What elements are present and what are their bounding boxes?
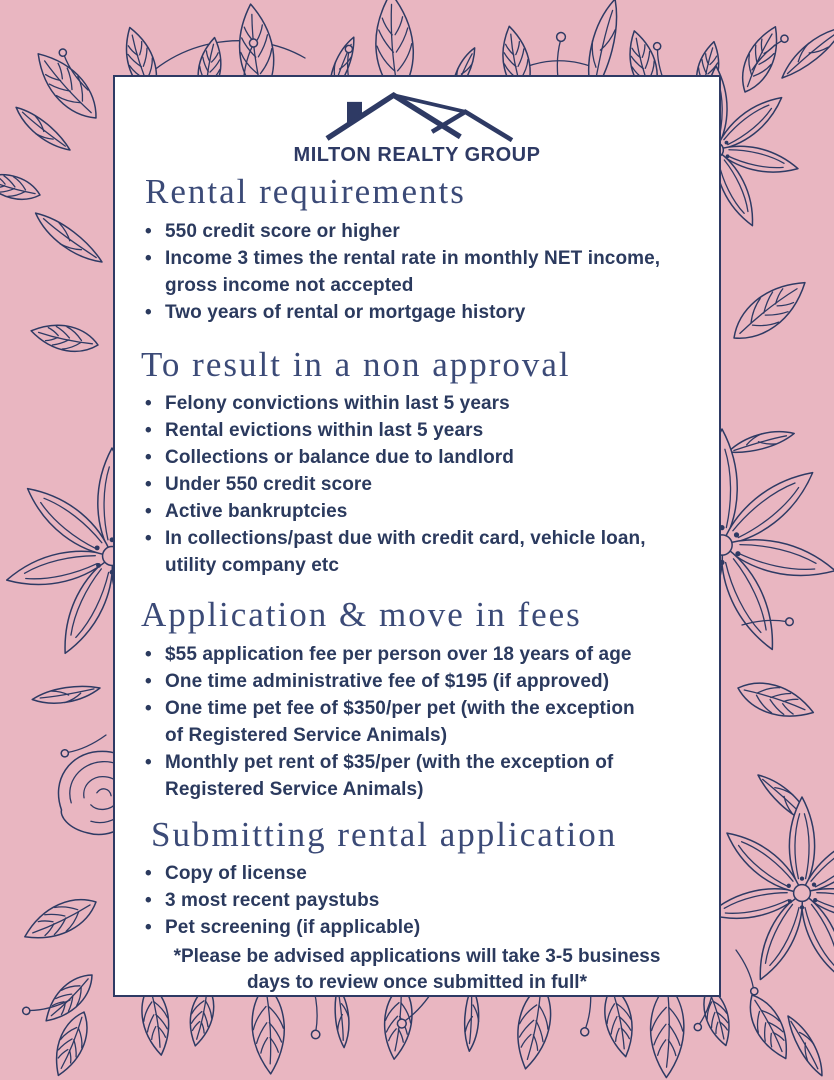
bullet-item xyxy=(139,695,695,749)
section-non-approval xyxy=(139,342,695,580)
bullet-line: • Collections or balance due to landlord xyxy=(165,447,515,468)
bullet-line: • Under 550 credit score xyxy=(165,474,373,495)
bullet-list xyxy=(139,390,695,579)
footer-note-line: *Please be advised applications will take 3-5 business xyxy=(173,946,661,967)
bullet-line: • Felony convictions within last 5 years xyxy=(165,393,510,414)
bullet-line: • 3 most recent paystubs xyxy=(165,890,380,911)
bullet-line: • One time administrative fee of $195 (if approved) xyxy=(165,670,610,692)
bullet-line: • Active bankruptcies xyxy=(165,501,348,522)
section-application-fees xyxy=(139,592,695,803)
bullet-item xyxy=(139,390,695,417)
bullet-item xyxy=(139,299,695,326)
bullet-list xyxy=(139,218,695,326)
bullet-item xyxy=(139,887,695,914)
bullet-item xyxy=(139,914,695,941)
bullet-list xyxy=(139,641,695,803)
section-heading: Submitting rental application xyxy=(151,814,618,854)
bullet-line: utility company etc xyxy=(165,555,339,576)
bullet-line: • Income 3 times the rental rate in monthly NET income, xyxy=(165,247,661,269)
section-submitting-application xyxy=(139,812,695,942)
bullet-item xyxy=(139,444,695,471)
bullet-line: • In collections/past due with credit card, vehicle loan, xyxy=(165,528,646,549)
section-heading: To result in a non approval xyxy=(141,344,571,384)
bullet-item xyxy=(139,218,695,245)
bullet-item xyxy=(139,471,695,498)
bullet-line: • Rental evictions within last 5 years xyxy=(165,420,484,441)
bullet-item xyxy=(139,525,695,579)
bullet-line: gross income not accepted xyxy=(165,274,414,296)
bullet-line: of Registered Service Animals) xyxy=(165,724,448,746)
bullet-item xyxy=(139,245,695,299)
bullet-line: • Two years of rental or mortgage history xyxy=(165,301,526,323)
logo-text: MILTON REALTY GROUP xyxy=(293,144,541,166)
bullet-line: • Pet screening (if applicable) xyxy=(165,917,421,938)
bullet-line: Registered Service Animals) xyxy=(165,778,424,800)
section-rental-requirements xyxy=(139,169,695,326)
bullet-item xyxy=(139,860,695,887)
milton-realty-logo xyxy=(139,77,695,167)
bullet-item xyxy=(139,417,695,444)
bullet-line: • $55 application fee per person over 18 years of age xyxy=(165,643,632,665)
bullet-item xyxy=(139,668,695,695)
footer-note xyxy=(139,944,695,996)
bullet-line: • Monthly pet rent of $35/per (with the exception of xyxy=(165,751,614,773)
footer-note-line: days to review once submitted in full* xyxy=(247,972,587,993)
bullet-line: • Copy of license xyxy=(165,863,307,884)
bullet-item xyxy=(139,498,695,525)
bullet-line: • 550 credit score or higher xyxy=(165,220,400,242)
section-heading: Rental requirements xyxy=(145,172,466,211)
bullet-item xyxy=(139,749,695,803)
content-panel xyxy=(113,75,721,997)
house-roof-icon xyxy=(317,90,517,142)
section-heading: Application & move in fees xyxy=(141,595,582,634)
bullet-list xyxy=(139,860,695,941)
bullet-item xyxy=(139,641,695,668)
bullet-line: • One time pet fee of $350/per pet (with the exception xyxy=(165,697,635,719)
